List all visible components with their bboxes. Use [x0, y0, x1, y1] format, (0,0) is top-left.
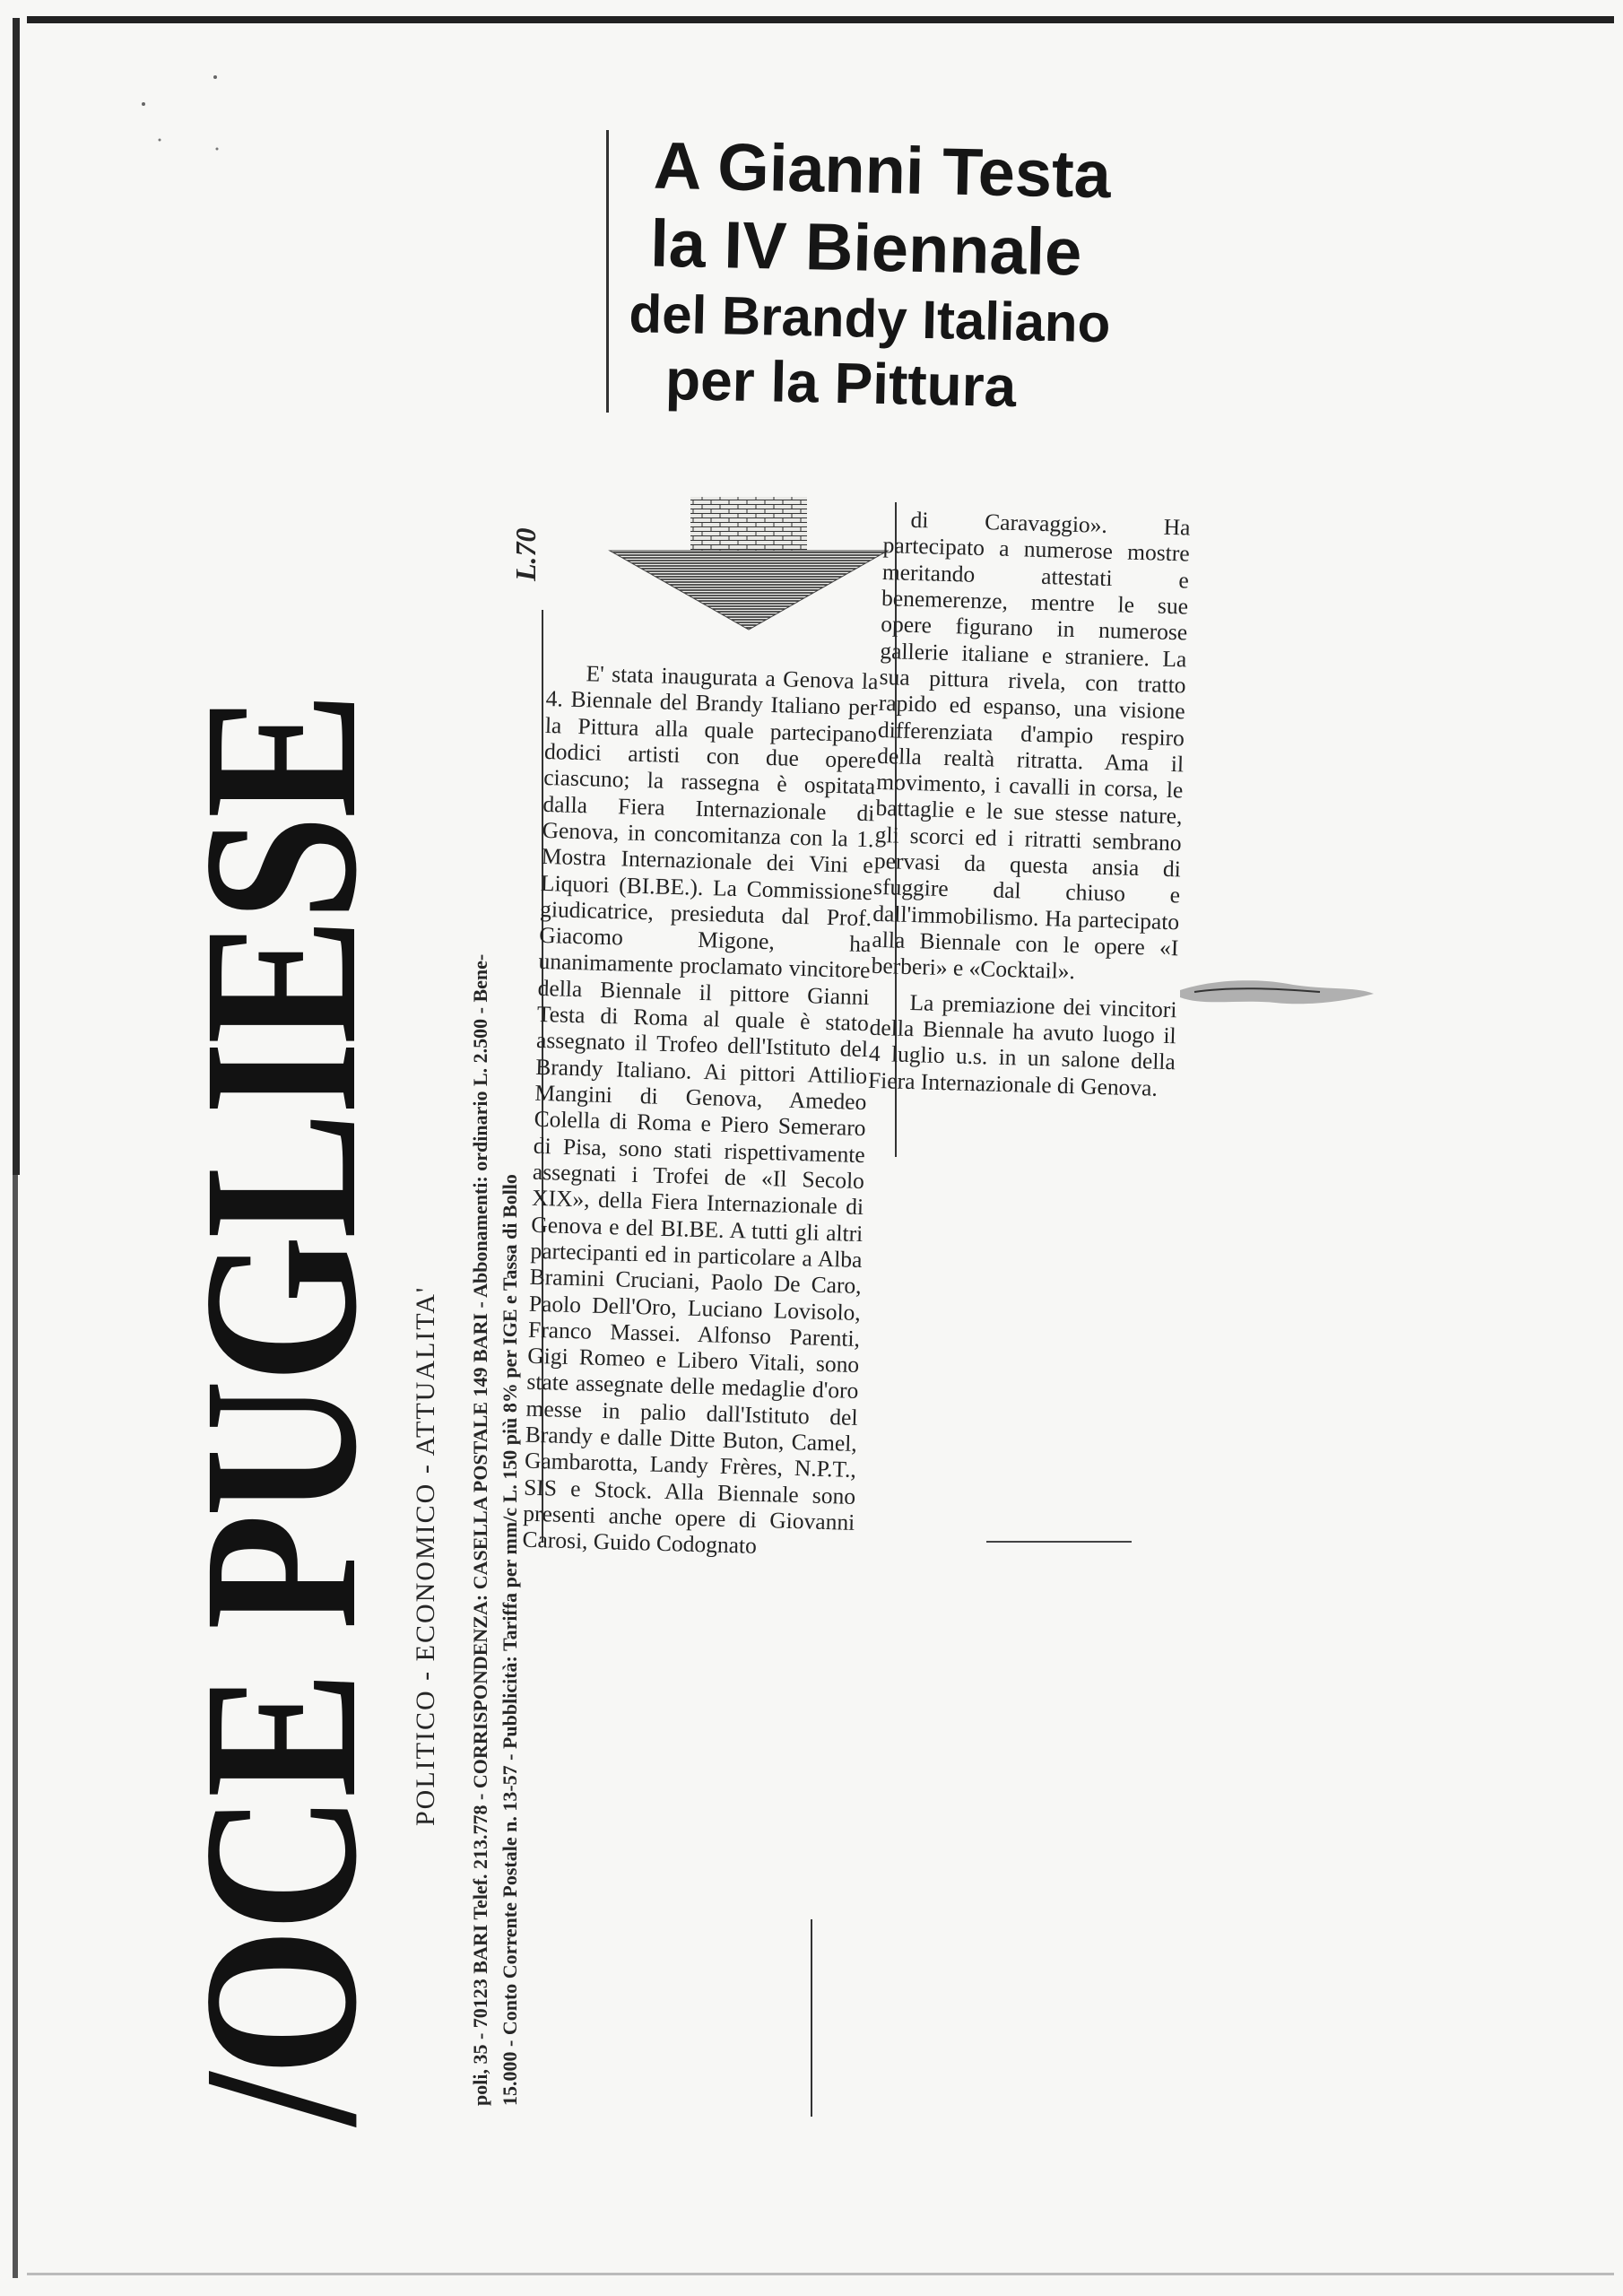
- headline-line-1: A Gianni Testa: [653, 127, 1112, 213]
- masthead-price: L.70: [509, 527, 542, 581]
- article-end-rule: [986, 1541, 1132, 1543]
- down-arrow-graphic: [608, 495, 890, 631]
- masthead-contacts-line-1: poli, 35 - 70123 BARI Telef. 213.778 - CORRISPONDENZA: CASELLA POSTALE 149 BARI - Abbonamenti: ordinario L. 2.500 - Bene-: [469, 953, 491, 2106]
- article-column-1: [522, 659, 879, 1562]
- column-1-text: E' stata inaugurata a Genova la 4. Biennale del Brandy Italiano per la Pittura alla quale partecipano dodici artisti con due opere ciascuno; la rassegna è ospitata dalla Fiera Internazionale di Genova, in concomitanza con la 1. Mostra Internazionale dei Vini e Liquori (BI.BE.). La Commissione giudicatrice, presieduta dal Prof. Giacomo Migone, ha unanimamente proclamato vincitore della Biennale il pittore Gianni Testa di Roma al quale è stato assegnato il Trofeo dell'Istituto del Brandy Italiano. Ai pittori Attilio Mangini di Genova, Amedeo Colella di Roma e Piero Semeraro di Pisa, sono stati rispettivamente assegnati i Trofei de «Il Secolo XIX», della Fiera Internazionale di Genova e del BI.BE. A tutti gli altri partecipanti ed in particolare a Alba Bramini Cruciani, Paolo De Caro, Paolo Dell'Oro, Luciano Lovisolo, Franco Massei. Alfonso Parenti, Gigi Romeo e Libero Vitali, sono state assegnate delle medaglie d'oro messe in palio dall'Istituto del Brandy e dalle Ditte Buton, Camel, Gambarotta, Landy Frères, N.P.T., SIS e Stock. Alla Biennale sono presenti anche opere di Giovanni Carosi, Guido Codognato: [522, 660, 879, 1560]
- headline-line-2: la IV Biennale: [649, 205, 1083, 290]
- column-2-paragraph-2: La premiazione dei vincitori della Biennale ha avuto luogo il 4 luglio u.s. in un salone della Fiera Internazionale di Genova.: [867, 988, 1177, 1101]
- article-headline: [621, 126, 1114, 423]
- headline-left-rule: [606, 130, 609, 413]
- masthead-contacts-line-2: 15.000 - Conto Corrente Postale n. 13-57 - Pubblicità: Tariffa per mm/c L. 150 più 8% per IGE e Tassa di Bollo: [499, 1174, 521, 2106]
- ink-smudge: [1176, 970, 1377, 1015]
- page-edge-left: [13, 18, 20, 1175]
- masthead-subtitle: POLITICO - ECONOMICO - ATTUALITA': [411, 1285, 440, 1826]
- page-edge-left-lower: [13, 1175, 18, 2278]
- column-divider-lower: [811, 1919, 812, 2117]
- masthead-title: /OCE PUGLIESE: [159, 694, 403, 2126]
- page-edge-top: [27, 16, 1614, 23]
- article-column-2: [868, 506, 1191, 1101]
- headline-line-4: per la Pittura: [664, 347, 1017, 420]
- scan-specks: [108, 63, 251, 161]
- column-2-paragraph-1: di Caravaggio». Ha partecipato a numerose mostre meritando attestati e benemerenze, mentre le sue opere figurano in numerose gallerie italiane e straniere. La sua pittura rivela, con tratto rapido ed espanso, una visione differenziata d'ampio respiro della realtà ritratta. Ama il movimento, i cavalli in corsa, le battaglie e le sue stesse nature, gli scorci ed i ritratti sembrano pervasi da questa ansia di sfuggire dal chiuso e dall'immobilismo. Ha partecipato alla Biennale con le opere «I berberi» e «Cocktail».: [871, 506, 1191, 985]
- page-edge-bottom: [27, 2273, 1614, 2275]
- headline-line-3: del Brandy Italiano: [628, 283, 1111, 353]
